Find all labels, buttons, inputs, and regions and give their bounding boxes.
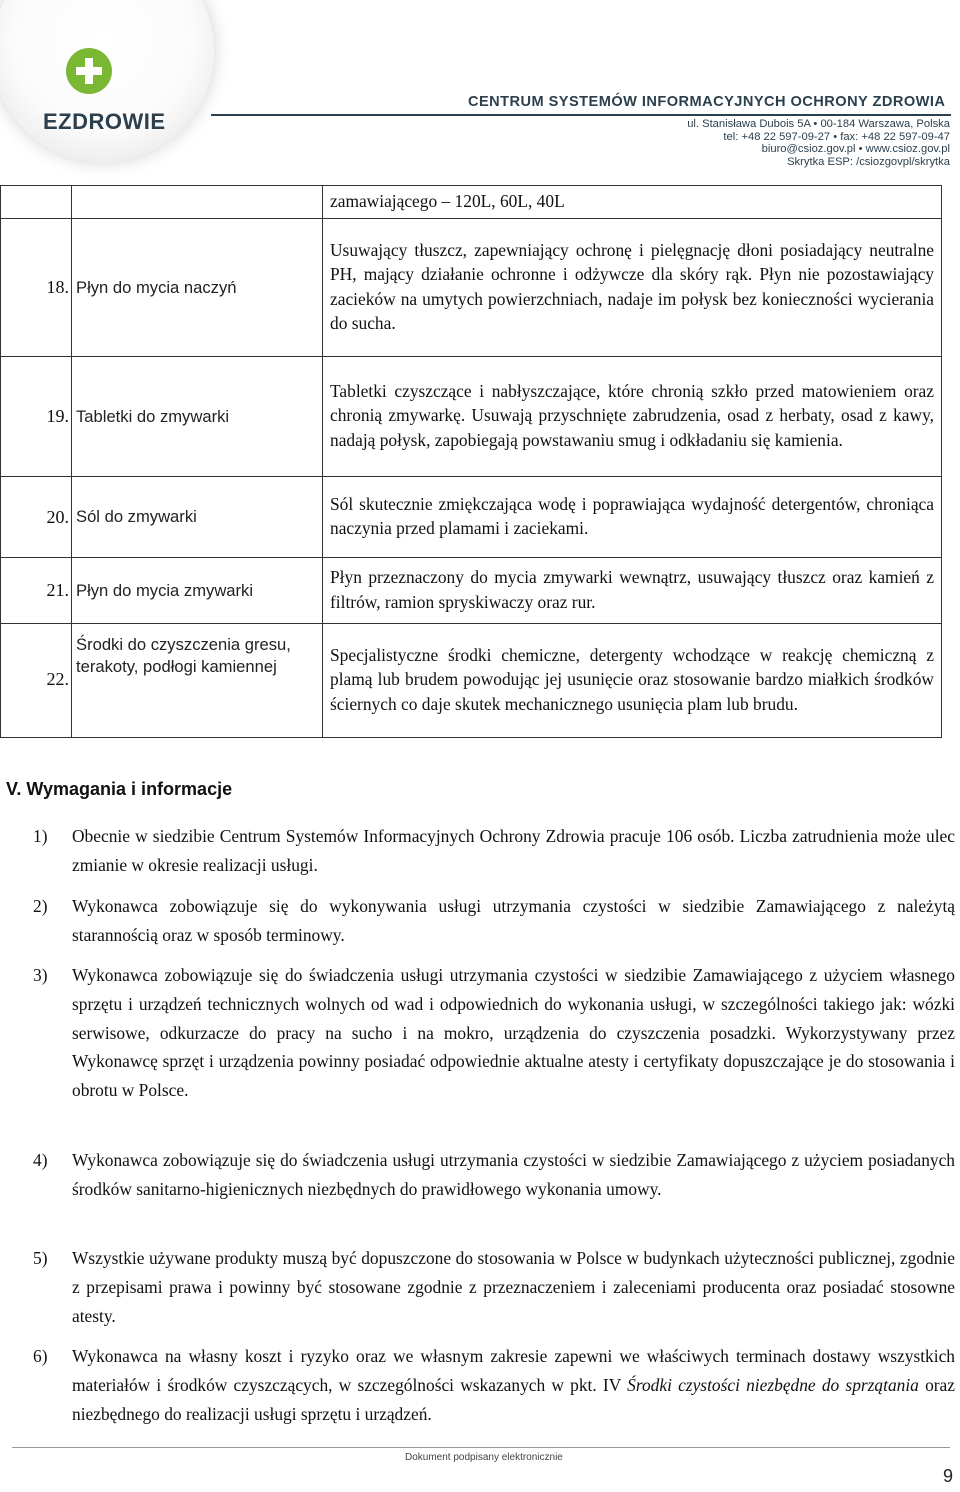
product-description: Sól skutecznie zmiękczająca wodę i poprawiająca wydajność detergentów, chroniąca naczynia przed plamami i zaciekami. bbox=[323, 477, 942, 558]
table-row bbox=[1, 558, 942, 624]
signature-note: Dokument podpisany elektronicznie bbox=[405, 1452, 563, 1463]
products-table bbox=[0, 185, 942, 738]
list-item-number: 2) bbox=[33, 896, 48, 916]
product-name: Tabletki do zmywarki bbox=[72, 357, 323, 477]
table-cell-empty bbox=[1, 186, 72, 219]
medical-cross-icon bbox=[66, 48, 112, 94]
list-item bbox=[0, 1146, 955, 1204]
list-item-number: 5) bbox=[33, 1248, 48, 1268]
row-number: 20. bbox=[1, 477, 72, 558]
table-row bbox=[1, 186, 942, 219]
row-number: 19. bbox=[1, 357, 72, 477]
organization-name: CENTRUM SYSTEMÓW INFORMACYJNYCH OCHRONY ZDROWIA bbox=[468, 94, 946, 110]
product-description: Specjalistyczne środki chemiczne, detergenty wchodzące w reakcję chemiczną z plamą lub brudem powodując jej usunięcie oraz stosowanie bardzo miałkich środków ściernych co daje skutek mechanicznego usunięcia plam lub brudu. bbox=[323, 624, 942, 738]
list-item-text bbox=[72, 1342, 955, 1428]
header-divider bbox=[211, 114, 951, 116]
list-item-number: 4) bbox=[33, 1150, 48, 1170]
row-number: 18. bbox=[1, 219, 72, 357]
table-cell-empty bbox=[72, 186, 323, 219]
table-row bbox=[1, 624, 942, 738]
list-item-text-part: Wykonawca na własny koszt i ryzyko oraz we własnym zakresie zapewni we właściwych terminach dostawy wszystkich materiałów i środków czyszczących, w szczególności wskazanych w pkt. IV bbox=[72, 1346, 955, 1395]
row-number: 22. bbox=[1, 624, 72, 738]
list-item bbox=[0, 892, 955, 950]
product-name: Sól do zmywarki bbox=[72, 477, 323, 558]
list-item-text-part: oraz niezbędnego do realizacji usługi sprzętu i urządzeń. bbox=[72, 1374, 955, 1424]
contact-skrytka: Skrytka ESP: /csiozgovpl/skrytka bbox=[787, 155, 950, 168]
product-name: Środki do czyszczenia gresu, terakoty, podłogi kamiennej bbox=[72, 624, 323, 738]
product-name: Płyn do mycia zmywarki bbox=[72, 558, 323, 624]
logo-text: EZDROWIE bbox=[43, 109, 166, 134]
list-item-number: 6) bbox=[33, 1346, 48, 1366]
contact-email: biuro@csioz.gov.pl • www.csioz.gov.pl bbox=[761, 143, 950, 156]
list-item-number: 1) bbox=[33, 826, 48, 846]
list-item bbox=[0, 1244, 955, 1330]
list-item-text: Wszystkie używane produkty muszą być dopuszczone do stosowania w Polsce w budynkach użyteczności publicznej, zgodnie z przepisami prawa i powinny być stosowane zgodnie z przeznaczeniem i zaleceniami producenta oraz posiadać stosowne atesty. bbox=[72, 1248, 955, 1326]
table-row bbox=[1, 219, 942, 357]
list-item bbox=[0, 961, 955, 1105]
section-title: V. Wymagania i informacje bbox=[6, 779, 233, 799]
table-row bbox=[1, 357, 942, 477]
product-description: Usuwający tłuszcz, zapewniający ochronę i pielęgnację dłoni posiadający neutralne PH, mający działanie ochronne i odżywcze dla skóry rąk. Płyn nie pozostawiający zacieków na umytych powierzchniach, nadaje im połysk bez konieczności wycierania do sucha. bbox=[323, 219, 942, 357]
row-number: 21. bbox=[1, 558, 72, 624]
list-item bbox=[0, 1342, 955, 1428]
contact-address: ul. Stanisława Dubois 5A • 00-184 Warszawa, Polska bbox=[687, 118, 950, 130]
list-item-text: Wykonawca zobowiązuje się do wykonywania usługi utrzymania czystości w siedzibie Zamawiającego z należytą starannością oraz w sposób terminowy. bbox=[72, 896, 955, 945]
list-item bbox=[0, 822, 955, 880]
footer-divider bbox=[12, 1447, 950, 1448]
table-row bbox=[1, 477, 942, 558]
list-item-text: Obecnie w siedzibie Centrum Systemów Informacyjnych Ochrony Zdrowia pracuje 106 osób. Liczba zatrudnienia może ulec zmianie w okresie realizacji usługi. bbox=[72, 826, 955, 875]
product-name: Płyn do mycia naczyń bbox=[72, 219, 323, 357]
list-item-text: Wykonawca zobowiązuje się do świadczenia usługi utrzymania czystości w siedzibie Zamawiającego z użyciem własnego sprzętu i urządzeń technicznych wolnych od wad i odpowiednich do wykonania usługi, w szczególności takiego jak: wózki serwisowe, odkurzacze do pracy na sucho i na mokro, urządzenia do czyszczenia posadzki. Wykorzystywany przez Wykonawcę sprzęt i urządzenia powinny posiadać odpowiednie aktualne atesty i certyfikaty dopuszczające je do stosowania i obrotu w Polsce. bbox=[72, 965, 955, 1101]
page-number: 9 bbox=[942, 1466, 953, 1486]
continuation-text: zamawiającego – 120L, 60L, 40L bbox=[323, 186, 942, 219]
contact-phone: tel: +48 22 597-09-27 • fax: +48 22 597-09-47 bbox=[723, 130, 950, 143]
list-item-number: 3) bbox=[33, 965, 48, 985]
product-description: Tabletki czyszczące i nabłyszczające, które chronią szkło przed matowieniem oraz chronią zmywarkę. Usuwają przyschnięte zabrudzenia, osad z herbaty, osad z kawy, nadają połysk, zapobiegają powstawaniu smug i odkładaniu się kamienia. bbox=[323, 357, 942, 477]
organization-contact bbox=[687, 118, 950, 168]
referenced-section-title: Środki czystości niezbędne do sprzątania bbox=[627, 1374, 919, 1395]
list-item-text: Wykonawca zobowiązuje się do świadczenia usługi utrzymania czystości w siedzibie Zamawiającego z użyciem posiadanych środków sanitarno-higienicznych niezbędnych do prawidłowego wykonania umowy. bbox=[72, 1150, 955, 1199]
product-description: Płyn przeznaczony do mycia zmywarki wewnątrz, usuwający tłuszcz oraz kamień z filtrów, ramion spryskiwaczy oraz rur. bbox=[323, 558, 942, 624]
